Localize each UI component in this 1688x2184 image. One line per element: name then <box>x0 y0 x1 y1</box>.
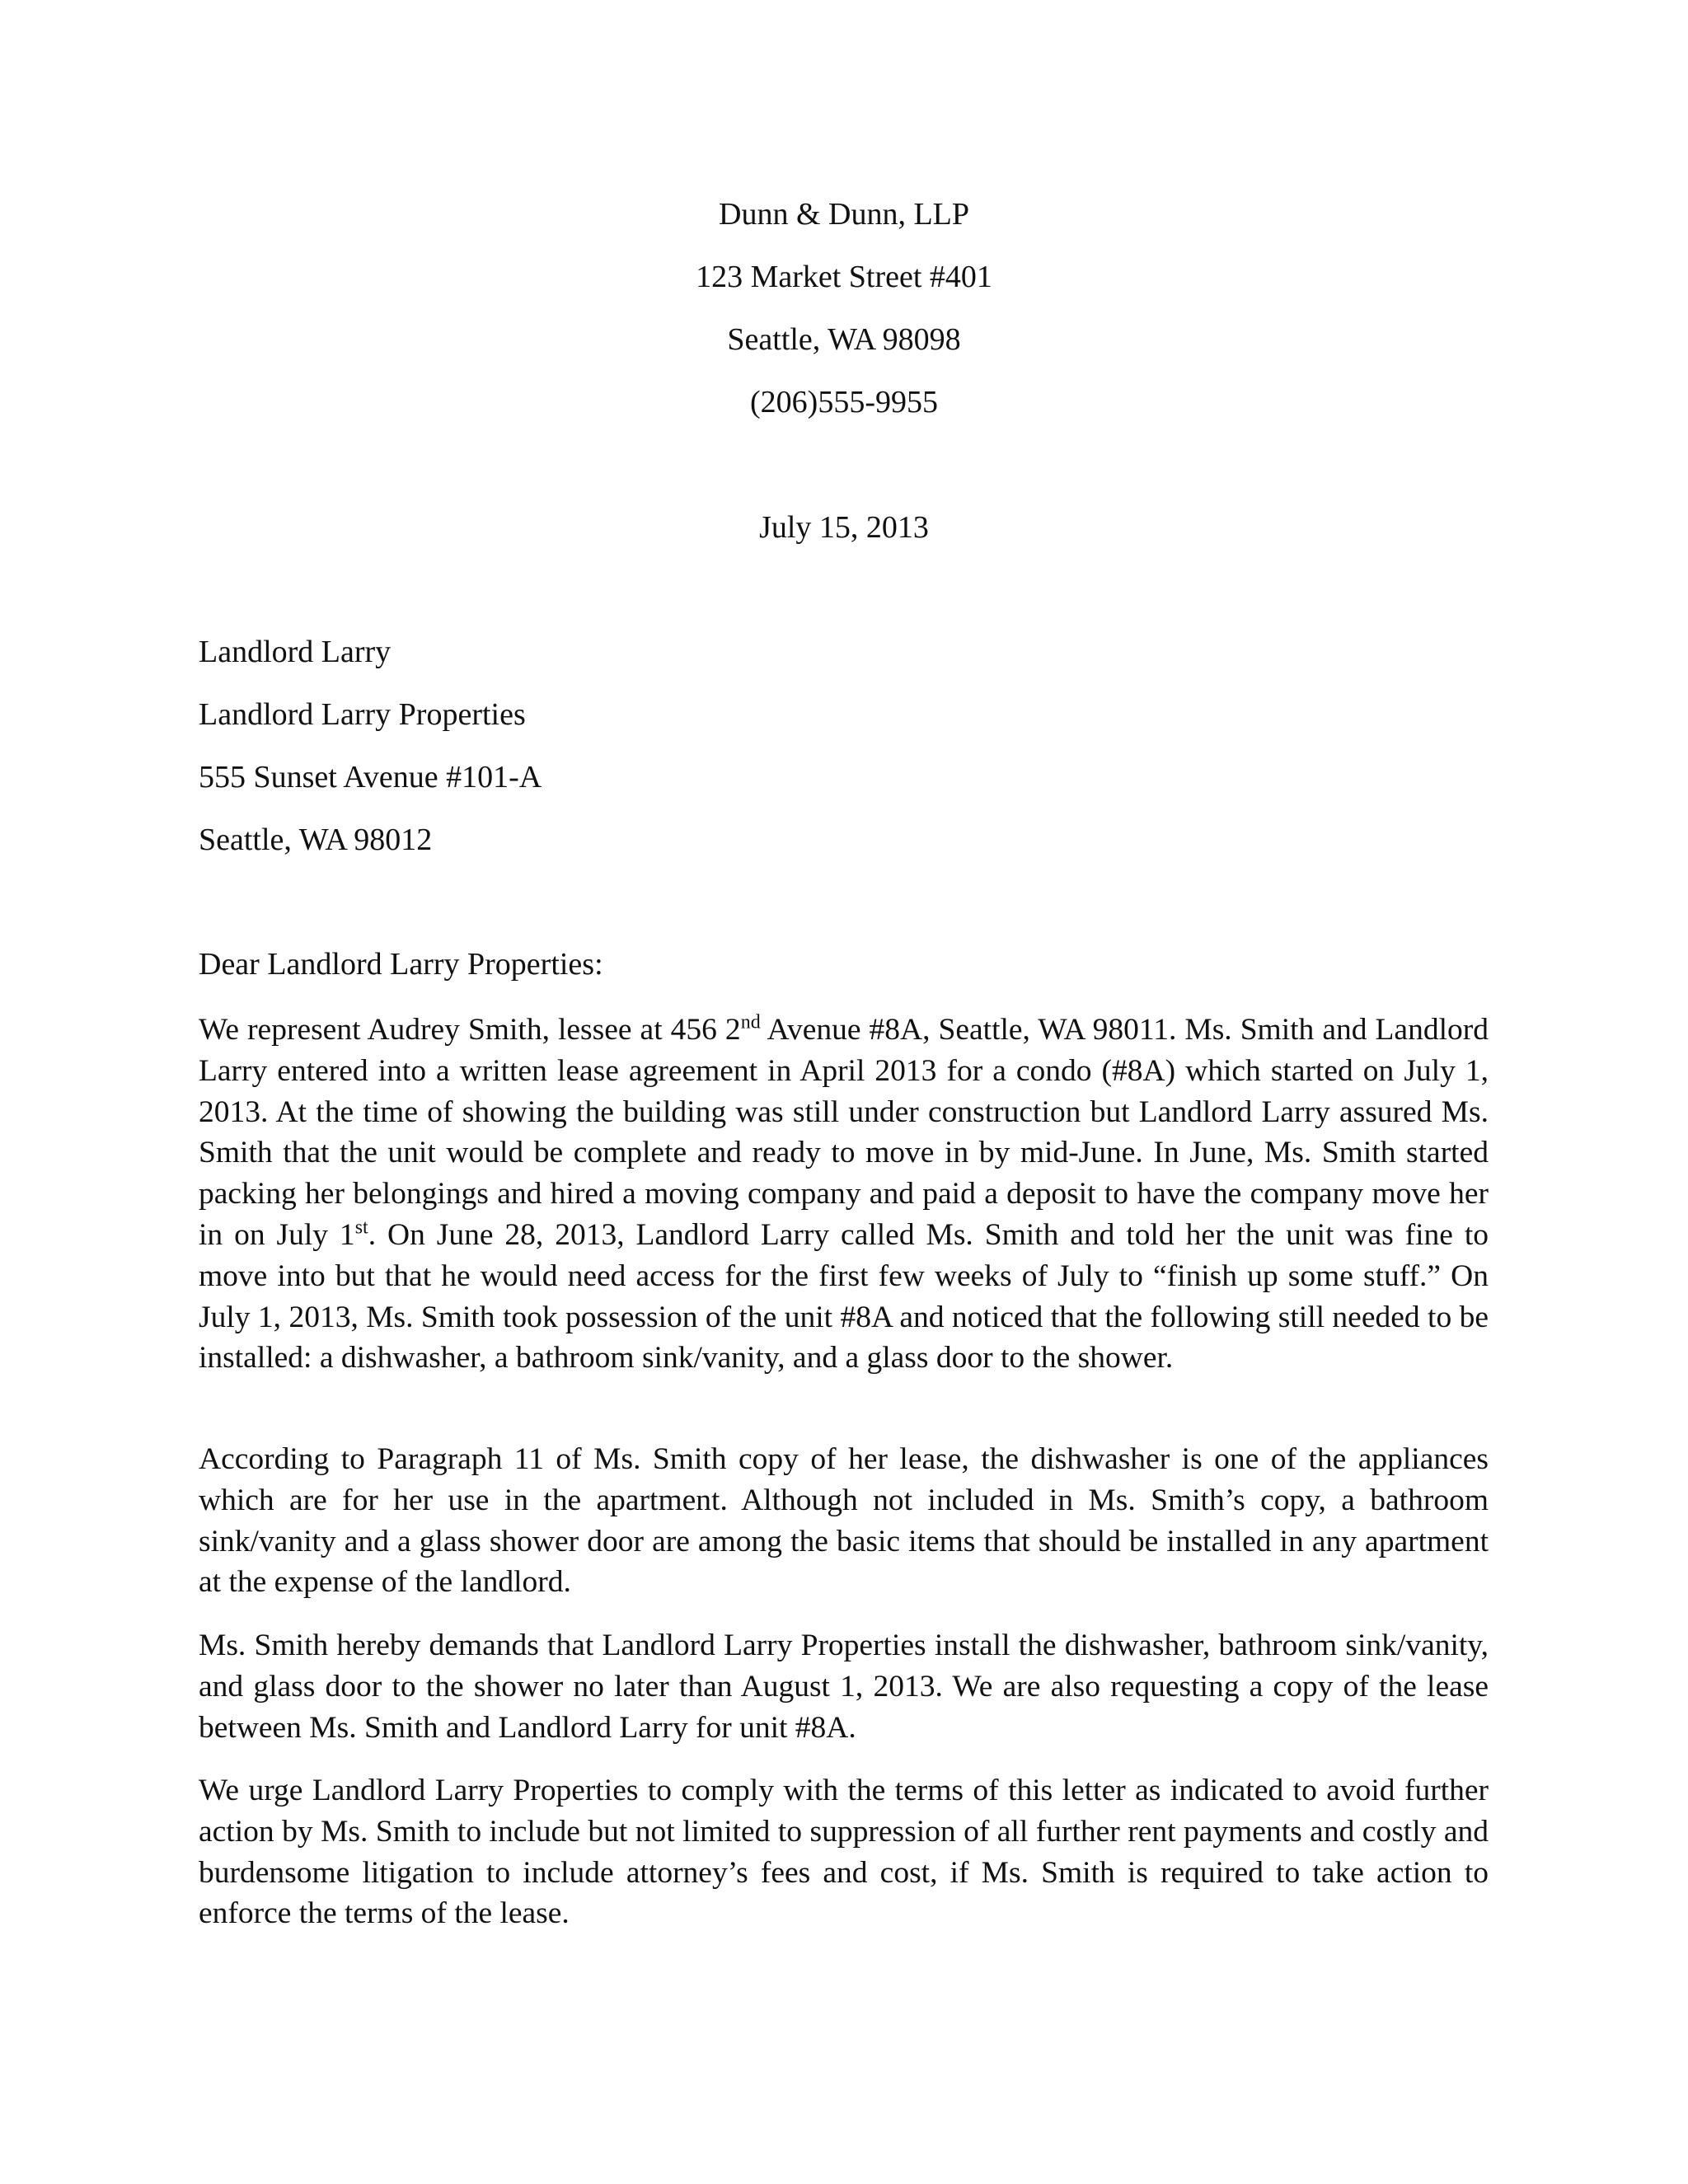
body-paragraph-4: We urge Landlord Larry Properties to comply with the terms of this letter as indicated to avoid further action by Ms. Smith to include but not limited to suppression of all further rent payments and costly and burdensome litigation to include attorney’s fees and cost, if Ms. Smith is required to take action to enforce the terms of the lease. <box>199 1774 1489 1931</box>
recipient-name: Landlord Larry <box>199 635 392 669</box>
firm-name: Dunn & Dunn, LLP <box>719 197 969 232</box>
body-paragraph-1-part-3: . On June 28, 2013, Landlord Larry called Ms. Smith and told her the unit was fine to move into but that he would need access for the first few weeks of July to “finish up some stuff.” On July 1, 2013, Ms. Smith took possession of the unit #8A and noticed that the following still needed to be installed: a dishwasher, a bathroom sink/vanity, and a glass door to the shower. <box>199 1217 1489 1376</box>
body-paragraph-2: According to Paragraph 11 of Ms. Smith copy of her lease, the dishwasher is one of the appliances which are for her use in the apartment. Although not included in Ms. Smith’s copy, a bathroom sink/vanity and a glass shower door are among the basic items that should be installed in any apartment at the expense of the landlord. <box>199 1442 1489 1600</box>
salutation: Dear Landlord Larry Properties: <box>199 947 603 982</box>
firm-street: 123 Market Street #401 <box>696 260 992 294</box>
body-paragraph-3: Ms. Smith hereby demands that Landlord Larry Properties install the dishwasher, bathroom sink/vanity, and glass door to the shower no later than August 1, 2013. We are also requesting a copy of the lease between Ms. Smith and Landlord Larry for unit #8A. <box>199 1629 1489 1745</box>
firm-phone: (206)555-9955 <box>750 385 938 419</box>
body-paragraph-1-part-1: We represent Audrey Smith, lessee at 456 2 <box>199 1013 741 1047</box>
recipient-street: 555 Sunset Avenue #101-A <box>199 760 542 794</box>
recipient-company: Landlord Larry Properties <box>199 697 526 732</box>
body-paragraph-1-part-2: Avenue #8A, Seattle, WA 98011. Ms. Smith and Landlord Larry entered into a written lease agreement in April 2013 for a condo (#8A) which started on July 1, 2013. At the time of showing the building was still under construction but Landlord Larry assured Ms. Smith that the unit would be complete and ready to move in by mid-June. In June, Ms. Smith started packing her belongings and hired a moving company and paid a deposit to have the company move her in on July 1 <box>199 1013 1489 1252</box>
recipient-city-state-zip: Seattle, WA 98012 <box>199 823 433 857</box>
body-paragraph-1 <box>199 1010 1489 1379</box>
letter-date: July 15, 2013 <box>759 510 929 545</box>
ordinal-suffix: nd <box>740 1011 761 1033</box>
firm-city-state-zip: Seattle, WA 98098 <box>727 322 961 357</box>
ordinal-suffix: st <box>354 1216 368 1239</box>
